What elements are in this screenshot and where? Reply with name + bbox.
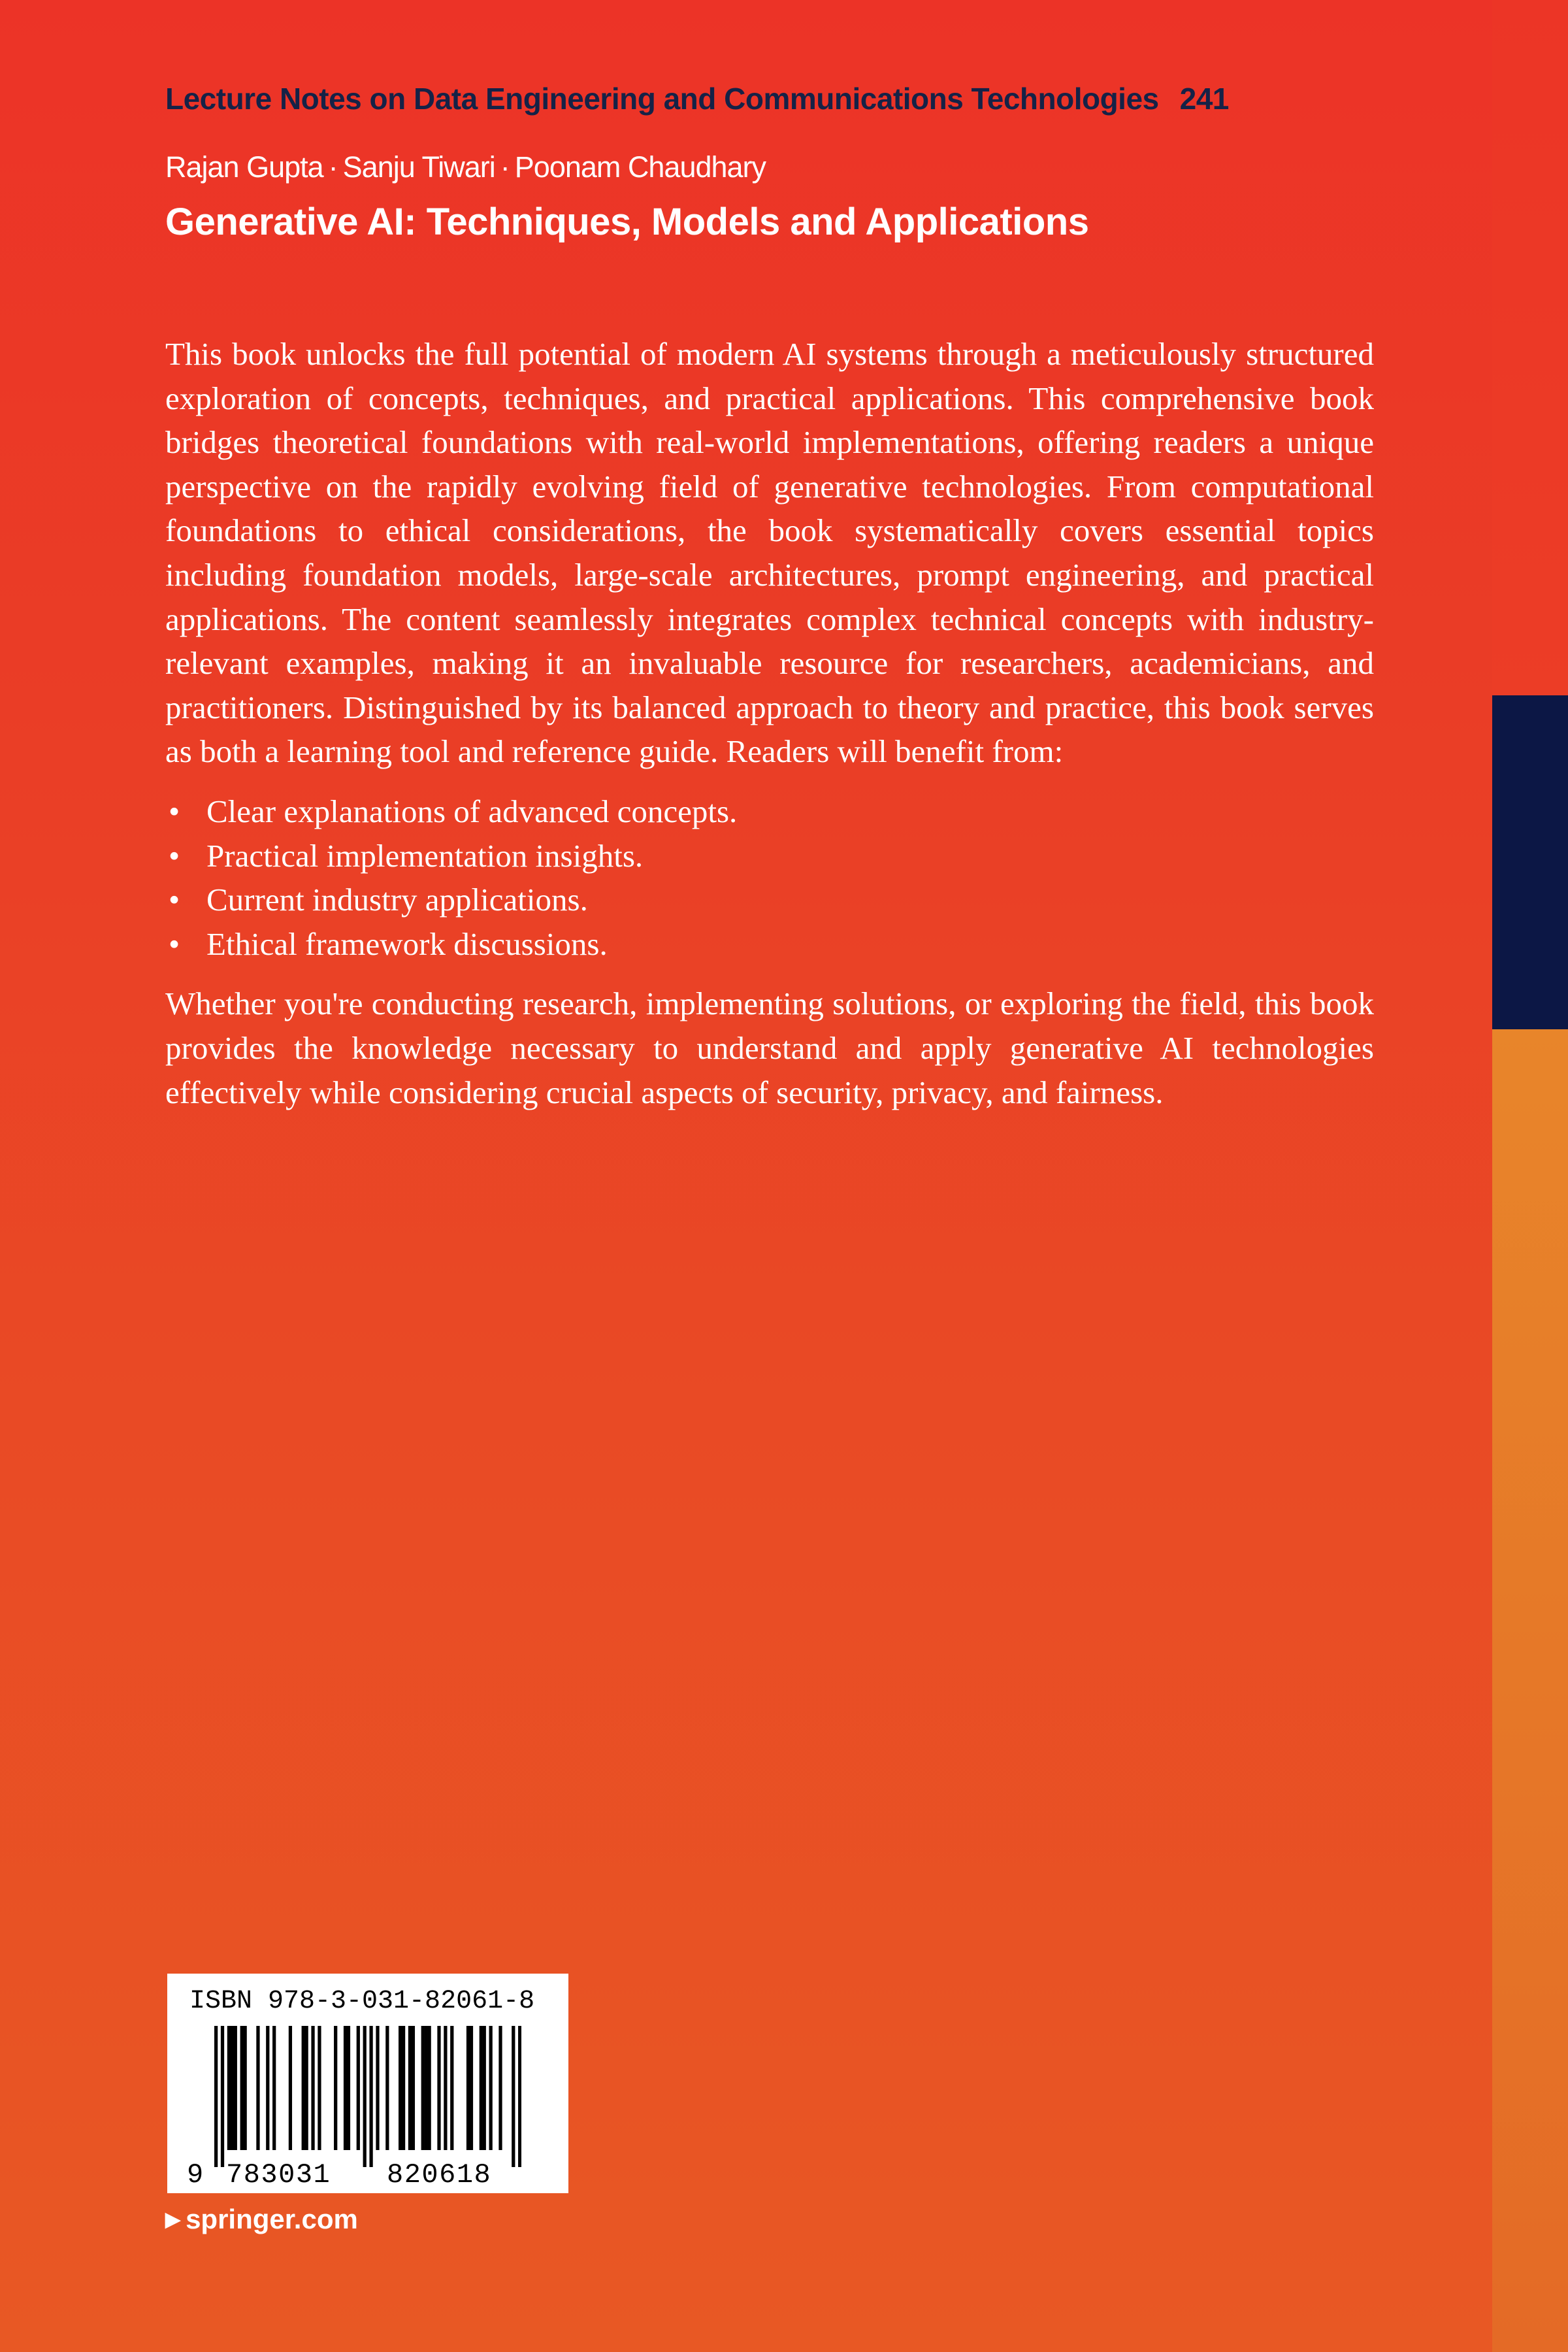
publisher-link[interactable] — [165, 2204, 358, 2235]
spine-orange-band — [1492, 1029, 1568, 2352]
list-item-text: Practical implementation insights. — [206, 837, 644, 874]
barcode-bar — [214, 2026, 218, 2167]
barcode-bar — [376, 2026, 379, 2150]
barcode-bar — [466, 2026, 470, 2150]
barcode-bar — [428, 2026, 431, 2150]
barcode-bar — [231, 2026, 234, 2150]
barcode-bar — [518, 2026, 521, 2167]
ean-first-digit: 9 — [187, 2159, 204, 2191]
barcode-bar — [408, 2026, 412, 2150]
barcode-icon — [214, 2026, 521, 2167]
barcode-bar — [421, 2026, 425, 2150]
barcode-bar — [272, 2026, 276, 2150]
series-line — [165, 81, 1229, 116]
barcode-bar — [450, 2026, 453, 2150]
arrow-right-icon: ▶ — [165, 2209, 181, 2230]
barcode-bar — [357, 2026, 360, 2150]
barcode-bar — [412, 2026, 415, 2150]
barcode-bar — [344, 2026, 347, 2150]
author-separator: · — [328, 150, 338, 184]
bullet-icon: • — [169, 882, 180, 918]
spine-navy-band — [1492, 695, 1568, 1029]
barcode-bar — [334, 2026, 337, 2150]
benefit-list — [165, 789, 1374, 966]
ean-right-digits: 820618 — [387, 2159, 492, 2191]
barcode-bar — [480, 2026, 483, 2150]
barcode-bar — [289, 2026, 292, 2150]
isbn-barcode — [167, 1974, 568, 2193]
barcode-bar — [369, 2026, 372, 2167]
barcode-bar — [318, 2026, 321, 2150]
list-item — [165, 878, 1374, 922]
author-name: Sanju Tiwari — [342, 150, 495, 184]
bullet-icon: • — [169, 925, 180, 962]
bullet-icon: • — [169, 793, 180, 829]
barcode-bar — [512, 2026, 515, 2167]
series-name: Lecture Notes on Data Engineering and Communications Technologies — [165, 82, 1159, 116]
list-item-text: Clear explanations of advanced concepts. — [206, 793, 738, 829]
ean-left-digits: 783031 — [226, 2159, 331, 2191]
list-item — [165, 922, 1374, 967]
spine-red-band — [1492, 0, 1568, 695]
description-conclusion: Whether you're conducting research, implementing solutions, or exploring the field, this book provides the knowledge necessary to understand and apply generative AI technologies effectively while considering crucial aspects of security, privacy, and fairness. — [165, 986, 1374, 1110]
barcode-bar — [302, 2026, 305, 2150]
list-item-text: Ethical framework discussions. — [206, 925, 608, 962]
author-name: Poonam Chaudhary — [514, 150, 766, 184]
book-description — [165, 332, 1374, 1114]
author-separator: · — [500, 150, 510, 184]
author-name: Rajan Gupta — [165, 150, 323, 184]
series-volume: 241 — [1179, 82, 1229, 116]
bullet-icon: • — [169, 837, 180, 874]
barcode-bar — [425, 2026, 428, 2150]
barcode-bar — [489, 2026, 493, 2150]
spine-strip — [1492, 0, 1568, 2352]
barcode-bar — [385, 2026, 389, 2150]
barcode-bar — [244, 2026, 247, 2150]
list-item-text: Current industry applications. — [206, 882, 588, 918]
barcode-bar — [305, 2026, 308, 2150]
authors-line — [165, 150, 766, 184]
barcode-bar — [498, 2026, 502, 2150]
barcode-bar — [256, 2026, 259, 2150]
barcode-bar — [221, 2026, 224, 2167]
publisher-url: springer.com — [186, 2204, 358, 2234]
barcode-bar — [402, 2026, 405, 2150]
barcode-bar — [363, 2026, 367, 2167]
book-title: Generative AI: Techniques, Models and Applications — [165, 201, 1089, 243]
barcode-bar — [234, 2026, 237, 2150]
barcode-bar — [483, 2026, 486, 2150]
list-item — [165, 789, 1374, 834]
barcode-bar — [311, 2026, 314, 2150]
barcode-bar — [470, 2026, 473, 2150]
list-item — [165, 834, 1374, 878]
barcode-bar — [347, 2026, 350, 2150]
barcode-bar — [399, 2026, 402, 2150]
description-intro: This book unlocks the full potential of modern AI systems through a meticulously structured exploration of concepts, techniques, and practical applications. This comprehensive book bridges theoretical foundations with real-world implementations, offering readers a unique perspective on the rapidly evolving field of generative technologies. From computational foundations to ethical considerations, the book systematically covers essential topics including foundation models, large-scale architectures, prompt engineering, and practical applications. The content seamlessly integrates complex technical concepts with industry-relevant examples, making it an invaluable resource for researchers, academicians, and practitioners. Distinguished by its balanced approach to theory and practice, this book serves as both a learning tool and reference guide. Readers will benefit from: — [165, 336, 1374, 770]
barcode-bar — [437, 2026, 440, 2150]
barcode-bar — [227, 2026, 231, 2150]
isbn-label: ISBN 978-3-031-82061-8 — [189, 1987, 535, 2016]
barcode-bar — [444, 2026, 447, 2150]
barcode-bar — [240, 2026, 244, 2150]
barcode-bar — [266, 2026, 269, 2150]
